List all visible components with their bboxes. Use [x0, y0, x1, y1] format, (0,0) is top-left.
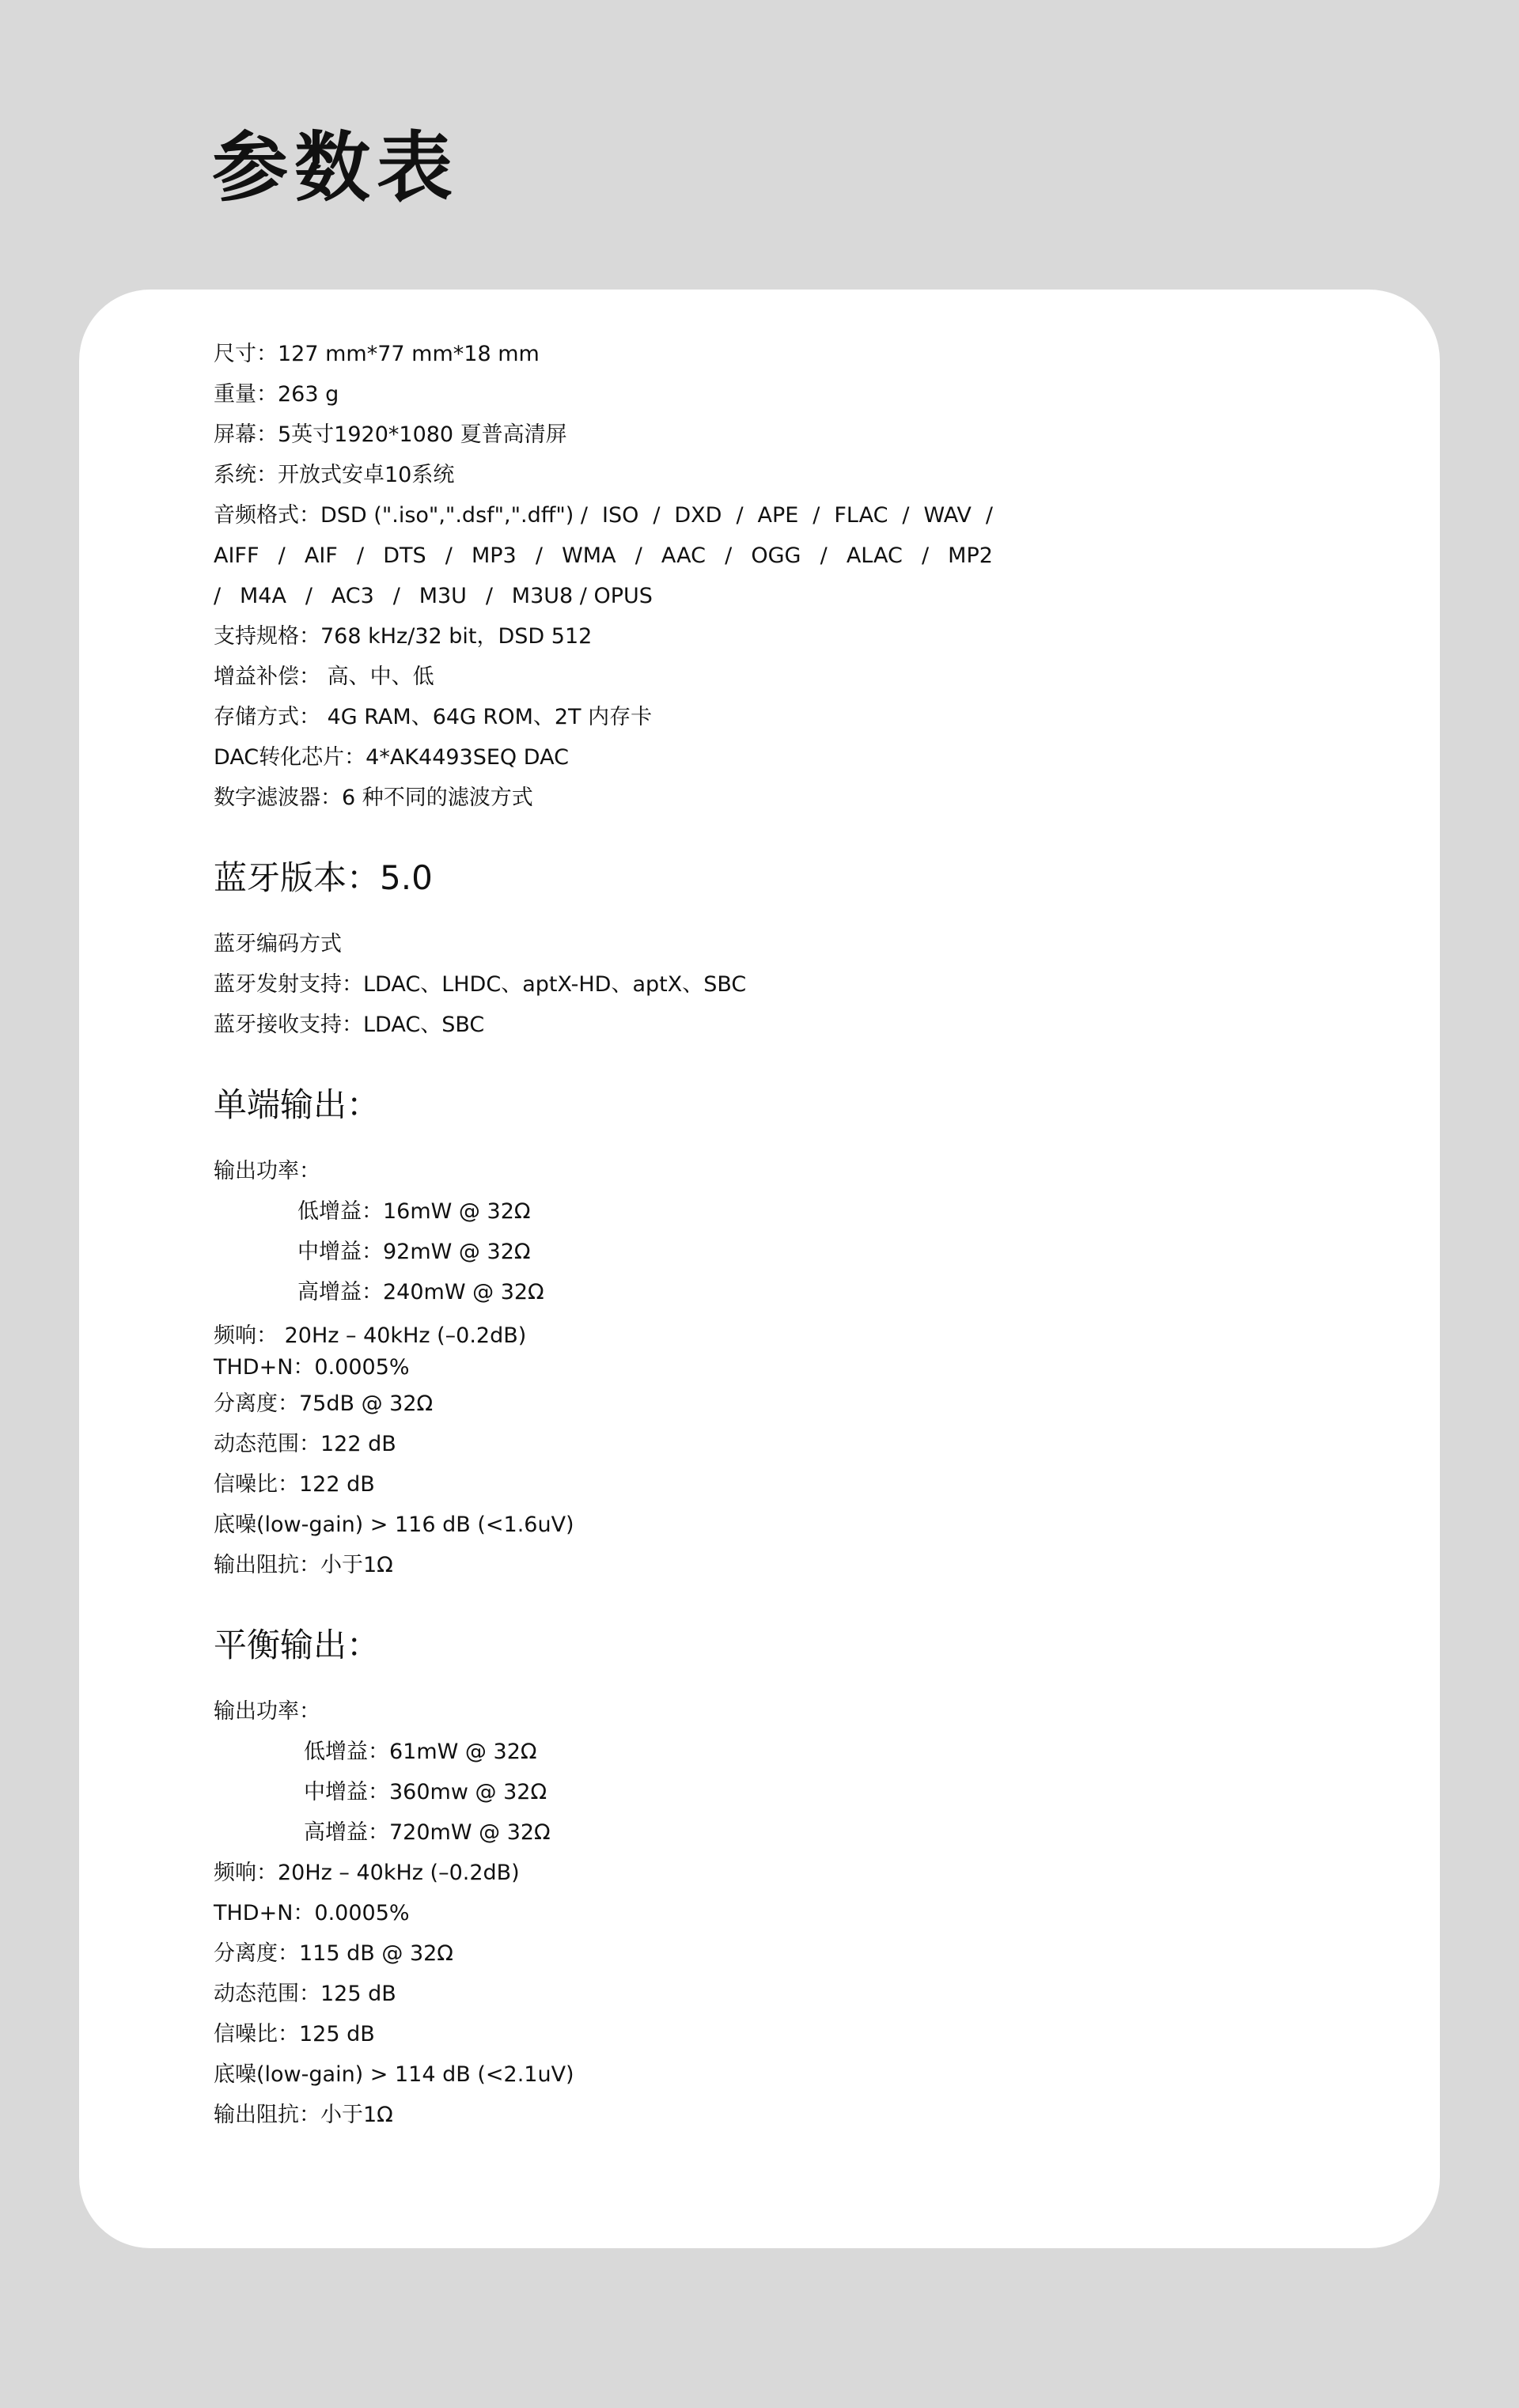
- bal-snr: 信噪比：125 dB: [214, 2022, 375, 2046]
- bal-power-high: 高增益：720mW @ 32Ω: [304, 1820, 551, 1845]
- format-token: AIF: [304, 543, 338, 568]
- format-token: OGG: [751, 543, 801, 568]
- se-power-label: 输出功率：: [214, 1159, 320, 1183]
- format-token: 音频格式：DSD (".iso",".dsf",".dff") /: [214, 503, 589, 528]
- format-token: /: [305, 584, 313, 608]
- format-token: ALAC: [846, 543, 903, 568]
- format-token: MP3: [471, 543, 517, 568]
- se-dynamic-range: 动态范围：122 dB: [214, 1432, 396, 1456]
- format-token: WAV: [923, 503, 972, 528]
- audio-format-row-1: [214, 495, 993, 536]
- bluetooth-codec-label: 蓝牙编码方式: [214, 932, 342, 956]
- format-token: /: [985, 503, 993, 528]
- bluetooth-heading: 蓝牙版本：5.0: [214, 858, 433, 897]
- bal-impedance: 输出阻抗：小于1Ω: [214, 2103, 393, 2127]
- format-token: /: [392, 584, 400, 608]
- format-token: M3U8 / OPUS: [511, 584, 653, 608]
- format-token: /: [902, 503, 910, 528]
- format-token: DXD: [674, 503, 722, 528]
- bluetooth-rx: 蓝牙接收支持：LDAC、SBC: [214, 1013, 485, 1037]
- format-token: /: [725, 543, 733, 568]
- format-token: ISO: [601, 503, 639, 528]
- bal-power-label: 输出功率：: [214, 1699, 320, 1724]
- format-token: M4A: [239, 584, 286, 608]
- format-token: /: [445, 543, 453, 568]
- spec-system: 系统：开放式安卓10系统: [214, 463, 455, 487]
- page-title: 参数表: [212, 123, 459, 212]
- bal-thd: THD+N：0.0005%: [214, 1901, 410, 1925]
- format-token: AC3: [331, 584, 374, 608]
- spec-screen: 屏幕：5英寸1920*1080 夏普高清屏: [214, 422, 567, 447]
- bal-separation: 分离度：115 dB @ 32Ω: [214, 1941, 453, 1966]
- format-token: /: [278, 543, 286, 568]
- bal-power-mid: 中增益：360mw @ 32Ω: [304, 1780, 547, 1804]
- se-power-high: 高增益：240mW @ 32Ω: [297, 1280, 544, 1304]
- format-token: AAC: [661, 543, 706, 568]
- format-token: /: [214, 584, 222, 608]
- audio-format-row-2: [214, 536, 993, 576]
- format-token: /: [736, 503, 744, 528]
- audio-format-row-3: [214, 576, 653, 616]
- format-token: /: [653, 503, 661, 528]
- spec-weight: 重量：263 g: [214, 382, 339, 407]
- spec-content: [214, 334, 1084, 2135]
- spec-storage: 存储方式： 4G RAM、64G ROM、2T 内存卡: [214, 705, 653, 729]
- se-separation: 分离度：75dB @ 32Ω: [214, 1391, 434, 1416]
- spec-filter: 数字滤波器：6 种不同的滤波方式: [214, 786, 533, 810]
- se-thd: THD+N：0.0005%: [214, 1355, 410, 1380]
- bal-dynamic-range: 动态范围：125 dB: [214, 1982, 396, 2006]
- bluetooth-tx: 蓝牙发射支持：LDAC、LHDC、aptX-HD、aptX、SBC: [214, 972, 747, 997]
- format-token: APE: [757, 503, 799, 528]
- se-noise-floor: 底噪(low-gain) > 116 dB (<1.6uV): [214, 1513, 574, 1537]
- spec-dac: DAC转化芯片：4*AK4493SEQ DAC: [214, 745, 569, 770]
- format-token: /: [820, 543, 828, 568]
- spec-gain: 增益补偿： 高、中、低: [214, 664, 434, 689]
- format-token: /: [485, 584, 493, 608]
- bal-noise-floor: 底噪(low-gain) > 114 dB (<2.1uV): [214, 2062, 574, 2087]
- se-impedance: 输出阻抗：小于1Ω: [214, 1553, 393, 1577]
- format-token: M3U: [419, 584, 467, 608]
- balanced-heading: 平衡输出：: [214, 1626, 381, 1664]
- se-power-mid: 中增益：92mW @ 32Ω: [297, 1240, 531, 1264]
- spec-size: 尺寸：127 mm*77 mm*18 mm: [214, 342, 540, 366]
- format-token: /: [813, 503, 820, 528]
- format-token: FLAC: [834, 503, 888, 528]
- format-token: /: [921, 543, 930, 568]
- format-token: DTS: [383, 543, 426, 568]
- format-token: AIFF: [214, 543, 259, 568]
- single-ended-heading: 单端输出：: [214, 1085, 381, 1124]
- spec-support: 支持规格：768 kHz/32 bit，DSD 512: [214, 624, 593, 649]
- format-token: MP2: [948, 543, 993, 568]
- format-token: /: [356, 543, 365, 568]
- se-power-low: 低增益：16mW @ 32Ω: [297, 1199, 531, 1224]
- format-token: WMA: [562, 543, 616, 568]
- bal-power-low: 低增益：61mW @ 32Ω: [304, 1740, 537, 1764]
- se-snr: 信噪比：122 dB: [214, 1472, 375, 1497]
- bal-freq: 频响：20Hz – 40kHz (–0.2dB): [214, 1861, 520, 1885]
- format-token: /: [535, 543, 543, 568]
- se-freq: 频响： 20Hz – 40kHz (–0.2dB): [214, 1323, 527, 1348]
- format-token: /: [634, 543, 642, 568]
